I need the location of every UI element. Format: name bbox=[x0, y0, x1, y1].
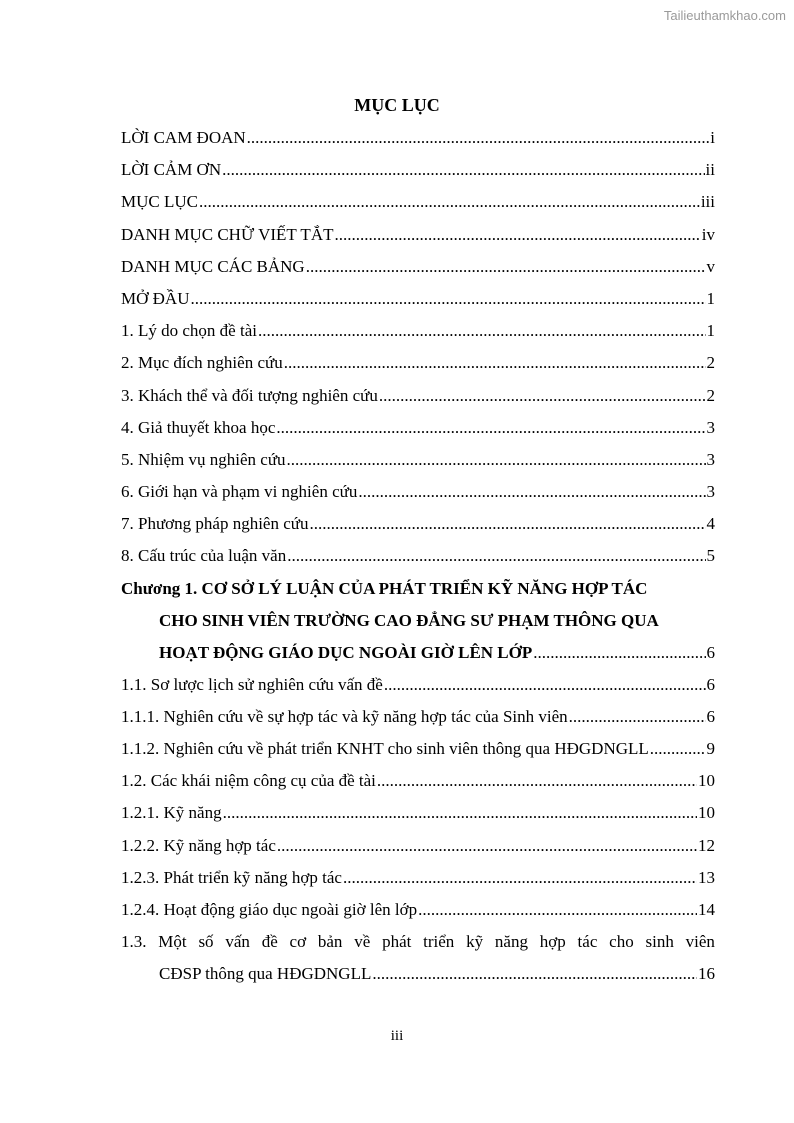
toc-entry-page: iii bbox=[700, 192, 715, 211]
toc-entry-label: DANH MỤC CHỮ VIẾT TẮT bbox=[121, 225, 334, 244]
word: hợp bbox=[539, 932, 566, 951]
toc-entry-label: 1.1.1. Nghiên cứu về sự hợp tác và kỹ năng hợp tác của Sinh viên bbox=[121, 707, 568, 726]
toc-entry[interactable] bbox=[121, 449, 715, 471]
word: đề bbox=[261, 932, 278, 951]
toc-entry[interactable] bbox=[121, 513, 715, 535]
toc-entry-page: v bbox=[706, 257, 715, 276]
toc-entry-page: 3 bbox=[706, 418, 715, 437]
toc-entry-label: 1.2.3. Phát triển kỹ năng hợp tác bbox=[121, 868, 342, 887]
toc-entry-label: 7. Phương pháp nghiên cứu bbox=[121, 514, 309, 533]
chapter-heading-line3 bbox=[159, 642, 715, 664]
toc-entry[interactable] bbox=[121, 867, 715, 889]
toc-entry-page: ii bbox=[705, 160, 715, 179]
toc-entry-label: 4. Giả thuyết khoa học bbox=[121, 418, 276, 437]
toc-entry-label: DANH MỤC CÁC BẢNG bbox=[121, 257, 305, 276]
toc-entry[interactable] bbox=[121, 127, 715, 149]
toc-entry-page: 1 bbox=[706, 289, 715, 308]
toc-entry-label: 1.2.2. Kỹ năng hợp tác bbox=[121, 836, 276, 855]
toc-entry-page: 3 bbox=[706, 450, 715, 469]
word: cơ bbox=[289, 932, 307, 951]
toc-entry-label: 1. Lý do chọn đề tài bbox=[121, 321, 257, 340]
word: vấn bbox=[225, 932, 250, 951]
word: triển bbox=[423, 932, 455, 951]
word: tác bbox=[577, 932, 598, 951]
toc-entry-label: 8. Cấu trúc của luận văn bbox=[121, 546, 287, 565]
toc-entry[interactable] bbox=[121, 770, 715, 792]
toc-entry-page: 6 bbox=[706, 643, 715, 662]
toc-entry[interactable] bbox=[121, 738, 715, 760]
toc-entry-label: 1.2.1. Kỹ năng bbox=[121, 803, 222, 822]
toc-entry-label: 1.2. Các khái niệm công cụ của đề tài bbox=[121, 771, 376, 790]
toc-entry-page: 10 bbox=[698, 771, 715, 790]
toc-entry[interactable] bbox=[121, 545, 715, 567]
page-number: iii bbox=[390, 1028, 404, 1044]
toc-entry-page: 16 bbox=[698, 964, 715, 983]
toc-entry-label: 3. Khách thể và đối tượng nghiên cứu bbox=[121, 386, 378, 405]
toc-entry[interactable] bbox=[121, 256, 715, 278]
word: 1.3. bbox=[121, 932, 147, 951]
toc-entry[interactable] bbox=[121, 706, 715, 728]
word: số bbox=[198, 932, 214, 951]
toc-entry[interactable] bbox=[121, 835, 715, 857]
toc-entry[interactable] bbox=[121, 191, 715, 213]
toc-entry[interactable] bbox=[121, 320, 715, 342]
toc-entry-page: i bbox=[710, 128, 715, 147]
toc-entry-label: 5. Nhiệm vụ nghiên cứu bbox=[121, 450, 286, 469]
toc-entry-page: 2 bbox=[706, 353, 715, 372]
toc-entry-label: LỜI CAM ĐOAN bbox=[121, 128, 246, 147]
word: sinh bbox=[645, 932, 674, 951]
toc-entry-label: MỤC LỤC bbox=[121, 192, 198, 211]
toc-entry-page: 13 bbox=[698, 868, 715, 887]
word: phát bbox=[382, 932, 412, 951]
toc-entry-label: 1.1.2. Nghiên cứu về phát triển KNHT cho sinh viên thông qua HĐGDNGLL bbox=[121, 739, 649, 758]
toc-entry[interactable] bbox=[121, 931, 715, 983]
chapter-heading-line1: Chương 1. CƠ SỞ LÝ LUẬN CỦA PHÁT TRIỂN KỸ NĂNG HỢP TÁC bbox=[121, 579, 648, 598]
word: viên bbox=[685, 932, 715, 951]
toc-entry[interactable] bbox=[121, 899, 715, 921]
word: bản bbox=[317, 932, 343, 951]
chapter-heading-line2: CHO SINH VIÊN TRƯỜNG CAO ĐẲNG SƯ PHẠM THÔNG QUA bbox=[159, 611, 659, 630]
chapter-heading-line3-text: HOẠT ĐỘNG GIÁO DỤC NGOÀI GIỜ LÊN LỚP bbox=[159, 643, 533, 662]
toc-entry-page: 6 bbox=[706, 707, 715, 726]
toc-entry-page: 9 bbox=[706, 739, 715, 758]
toc-entry-page: 5 bbox=[706, 546, 715, 565]
toc-entry-page: 12 bbox=[698, 836, 715, 855]
toc-entry-page: 4 bbox=[706, 514, 715, 533]
word: cho bbox=[609, 932, 634, 951]
toc-entry[interactable] bbox=[121, 224, 715, 246]
toc-entry-line1 bbox=[121, 931, 715, 953]
toc-entry-page: 14 bbox=[698, 900, 715, 919]
toc-entry-label: 1.2.4. Hoạt động giáo dục ngoài giờ lên lớp bbox=[121, 900, 418, 919]
toc-entry[interactable] bbox=[121, 159, 715, 181]
toc-entry[interactable] bbox=[121, 802, 715, 824]
toc-entry-line2 bbox=[159, 963, 715, 985]
word: kỹ bbox=[466, 932, 484, 951]
toc-entry-page: 10 bbox=[698, 803, 715, 822]
word: Một bbox=[158, 932, 187, 951]
toc-entry[interactable] bbox=[121, 352, 715, 374]
toc-entry-page: 2 bbox=[706, 386, 715, 405]
toc-entry[interactable] bbox=[121, 674, 715, 696]
toc-entry-page: 3 bbox=[706, 482, 715, 501]
word: về bbox=[354, 932, 371, 951]
toc-entry-label: MỞ ĐẦU bbox=[121, 289, 190, 308]
toc-entry-label: LỜI CẢM ƠN bbox=[121, 160, 222, 179]
toc-entry-page: 6 bbox=[706, 675, 715, 694]
word: năng bbox=[494, 932, 528, 951]
toc-entry[interactable] bbox=[121, 417, 715, 439]
watermark: Tailieuthamkhao.com bbox=[663, 8, 786, 23]
toc-entry[interactable] bbox=[121, 385, 715, 407]
toc-entry-label: 1.1. Sơ lược lịch sử nghiên cứu vấn đề bbox=[121, 675, 383, 694]
toc-entry-label: 2. Mục đích nghiên cứu bbox=[121, 353, 283, 372]
toc-entry-page: iv bbox=[701, 225, 715, 244]
toc-entry[interactable] bbox=[121, 288, 715, 310]
toc-entry-label: 6. Giới hạn và phạm vi nghiên cứu bbox=[121, 482, 358, 501]
toc-entry-label: CĐSP thông qua HĐGDNGLL bbox=[159, 964, 372, 983]
page-title: MỤC LỤC bbox=[354, 95, 440, 115]
toc-entry-page: 1 bbox=[706, 321, 715, 340]
toc-entry[interactable] bbox=[121, 481, 715, 503]
toc-chapter-heading[interactable] bbox=[121, 578, 715, 662]
